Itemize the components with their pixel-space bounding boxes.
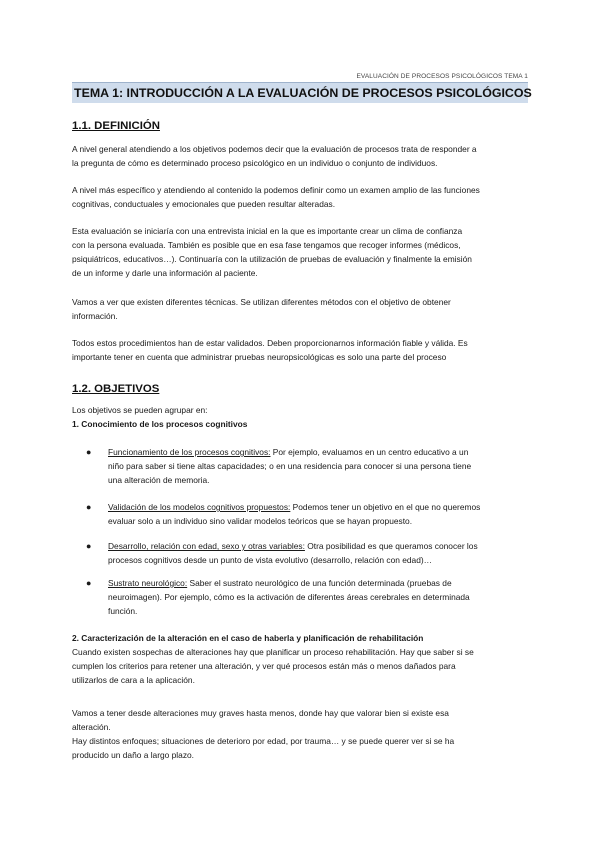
paragraph (72, 295, 528, 323)
paragraph (72, 403, 528, 431)
paragraph (72, 224, 528, 280)
list-term: Desarrollo, relación con edad, sexo y otras variables: (108, 541, 305, 551)
paragraph (72, 336, 528, 364)
text-line: la pregunta de cómo es determinado proceso psicológico en un individuo o conjunto de individuos. (72, 158, 438, 168)
text-line: Saber el sustrato neurológico de una función determinada (pruebas de (187, 578, 452, 588)
text-line: función. (108, 606, 138, 616)
text-line: con la persona evaluada. También es posible que en esa fase tengamos que recoger informes (médicos, (72, 240, 461, 250)
section-heading-definicion: 1.1. DEFINICIÓN (72, 120, 160, 132)
text-line: Esta evaluación se iniciaría con una entrevista inicial en la que es importante crear un clima de confianza (72, 226, 463, 236)
text-line: Vamos a ver que existen diferentes técnicas. Se utilizan diferentes métodos con el objetivo de obtener (72, 297, 451, 307)
text-line: A nivel más específico y atendiendo al contenido la podemos definir como un examen amplio de las funciones (72, 185, 480, 195)
text-line: cumplen los criterios para retener una alteración, y ver qué procesos están más o menos dañados para (72, 661, 456, 671)
text-line: cognitivas, conductuales y emocionales que pueden resultar alteradas. (72, 199, 336, 209)
text-line: psiquiátricos, educativos…). Continuaría con la utilización de pruebas de evaluación y finalmente la emisión (72, 254, 472, 264)
text-line: Cuando existen sospechas de alteraciones hay que planificar un proceso rehabilitación. Hay que saber si se (72, 647, 474, 657)
text-line: A nivel general atendiendo a los objetivos podemos decir que la evaluación de procesos trata de responder a (72, 144, 477, 154)
bullet-icon: ● (86, 447, 92, 457)
list-term: Sustrato neurológico: (108, 578, 188, 588)
text-line: producido un daño a largo plazo. (72, 750, 194, 760)
paragraph (72, 142, 528, 170)
title-bar (72, 82, 532, 103)
text-line: información. (72, 311, 118, 321)
numbered-point: 1. Conocimiento de los procesos cognitivos (72, 419, 248, 429)
text-line: Vamos a tener desde alteraciones muy graves hasta menos, donde hay que valorar bien si existe esa (72, 708, 449, 718)
bullet-icon: ● (86, 578, 92, 588)
text-line: Hay distintos enfoques; situaciones de deterioro por edad, por trauma… y se puede querer ver si se ha (72, 736, 455, 746)
paragraph (72, 631, 528, 687)
document-title: TEMA 1: INTRODUCCIÓN A LA EVALUACIÓN DE PROCESOS PSICOLÓGICOS (74, 86, 532, 100)
bullet-icon: ● (86, 502, 92, 512)
text-line: procesos cognitivos desde un punto de vista evolutivo (desarrollo, relación con edad)… (108, 555, 433, 565)
bullet-icon: ● (86, 541, 92, 551)
text-line: alteración. (72, 722, 111, 732)
text-line: Los objetivos se pueden agrupar en: (72, 405, 208, 415)
text-line: importante tener en cuenta que administrar pruebas neuropsicológicas es solo una parte del proceso (72, 352, 447, 362)
text-line: utilizarlos de cara a la aplicación. (72, 675, 195, 685)
text-line: niño para saber si tiene altas capacidades; o en una residencia para conocer si una persona tiene (108, 461, 472, 471)
text-line: Por ejemplo, evaluamos en un centro educativo a un (270, 447, 469, 457)
list-term: Validación de los modelos cognitivos propuestos: (108, 502, 291, 512)
paragraph (72, 183, 528, 211)
running-header: EVALUACIÓN DE PROCESOS PSICOLÓGICOS TEMA 1 (356, 73, 528, 80)
list-term: Funcionamiento de los procesos cognitivos: (108, 447, 271, 457)
text-line: de un informe y darle una información al paciente. (72, 268, 258, 278)
text-line: evaluar solo a un individuo sino validar modelos teóricos que se hayan propuesto. (108, 516, 413, 526)
text-line: Podemos tener un objetivo en el que no queremos (290, 502, 481, 512)
paragraph (72, 706, 528, 762)
text-line: neuroimagen). Por ejemplo, cómo es la activación de diferentes áreas cerebrales en determinada (108, 592, 470, 602)
text-line: una alteración de memoria. (108, 475, 210, 485)
text-line: Otra posibilidad es que queramos conocer los (304, 541, 478, 551)
section-heading-objetivos: 1.2. OBJETIVOS (72, 383, 160, 395)
text-line: Todos estos procedimientos han de estar validados. Deben proporcionarnos información fiable y válida. Es (72, 338, 468, 348)
numbered-point: 2. Caracterización de la alteración en el caso de haberla y planificación de rehabilitación (72, 633, 424, 643)
